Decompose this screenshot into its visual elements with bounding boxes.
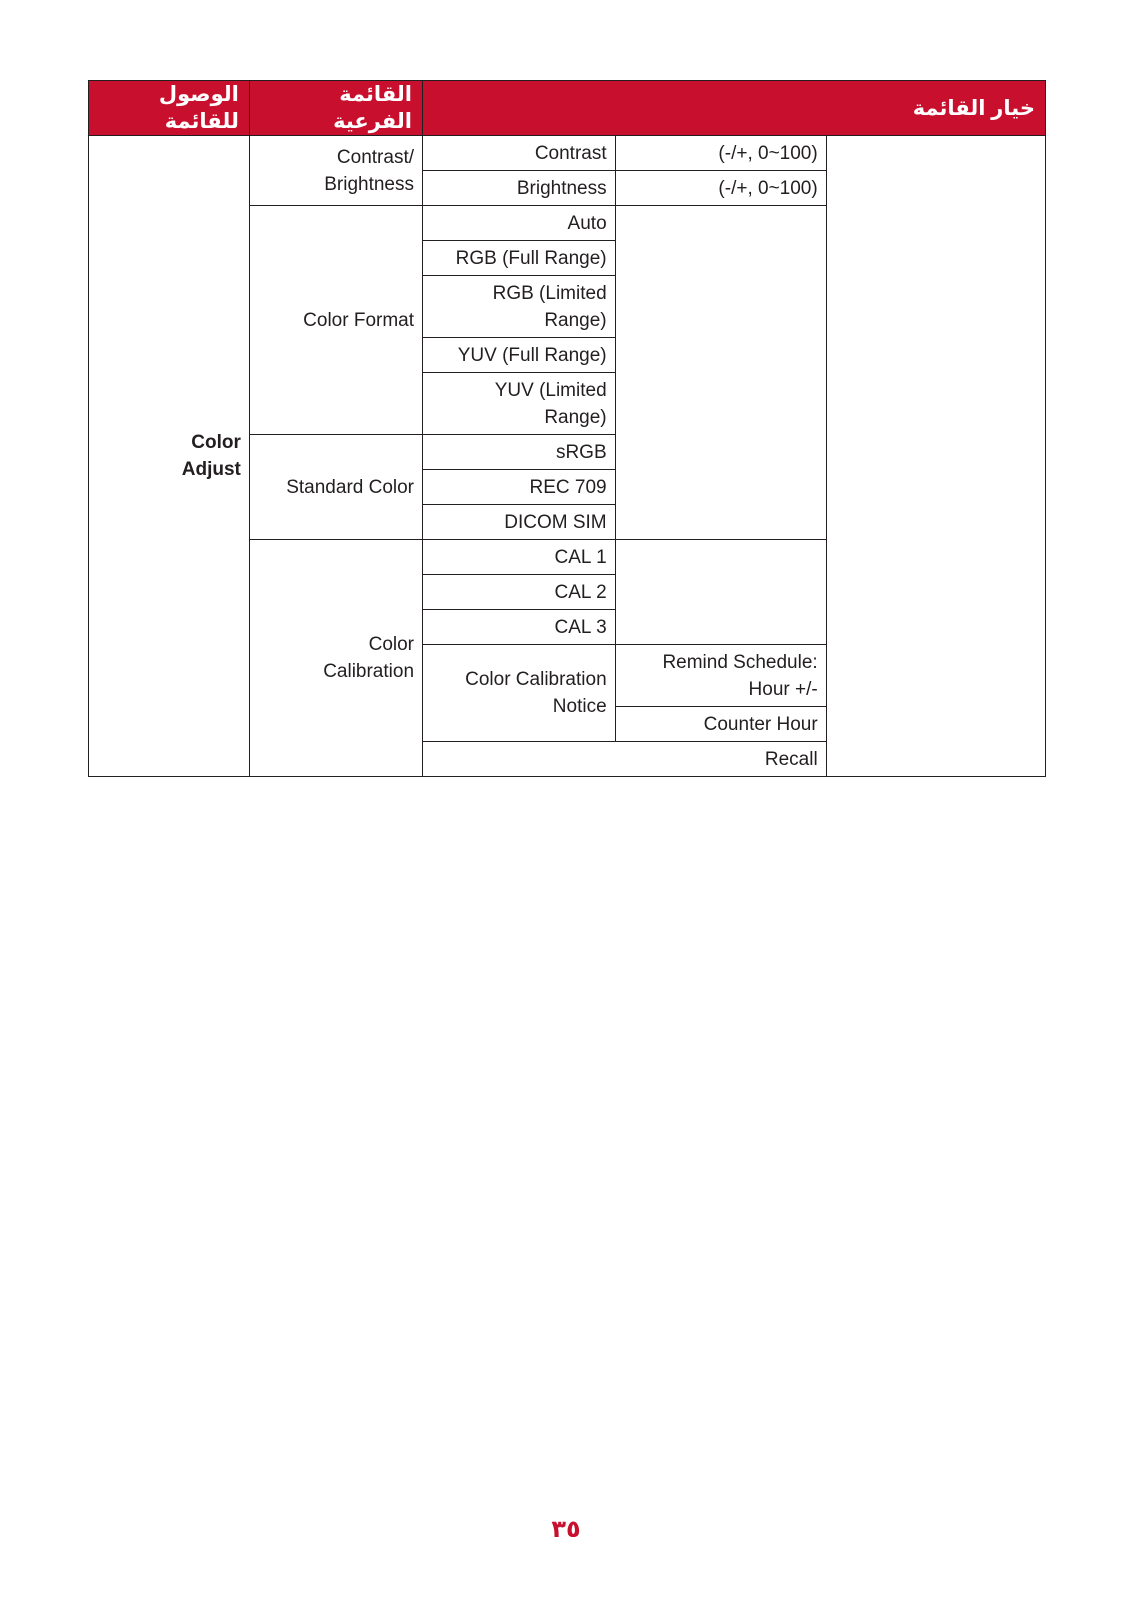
option-rgb-full: RGB (Full Range)	[423, 241, 616, 276]
option-brightness: Brightness	[423, 171, 616, 206]
option-auto: Auto	[423, 206, 616, 241]
option-cal3: CAL 3	[423, 610, 616, 645]
option-calibration-notice: Color Calibration Notice	[423, 645, 616, 742]
menu-table	[88, 80, 1046, 777]
blank-column	[826, 136, 1045, 777]
submenu-contrast-brightness: Contrast/ Brightness	[249, 136, 422, 206]
blank-cell	[615, 206, 826, 540]
option-contrast: Contrast	[423, 136, 616, 171]
header-menu-option: خيار القائمة	[423, 81, 1046, 136]
option-yuv-full: YUV (Full Range)	[423, 338, 616, 373]
option-cal1: CAL 1	[423, 540, 616, 575]
table-header-row	[89, 81, 1046, 136]
submenu-standard-color: Standard Color	[249, 435, 422, 540]
option-rgb-limited: RGB (Limited Range)	[423, 276, 616, 338]
blank-cell	[615, 540, 826, 645]
header-main-menu: الوصول للقائمة	[89, 81, 250, 136]
option-cal2: CAL 2	[423, 575, 616, 610]
option-recall: Recall	[423, 742, 827, 777]
option-srgb: sRGB	[423, 435, 616, 470]
value-contrast: (-/+, 0~100)	[615, 136, 826, 171]
submenu-color-format: Color Format	[249, 206, 422, 435]
value-brightness: (-/+, 0~100)	[615, 171, 826, 206]
header-sub-menu: القائمة الفرعية	[249, 81, 422, 136]
value-counter-hour: Counter Hour	[615, 707, 826, 742]
value-remind-schedule: Remind Schedule: Hour +/-	[615, 645, 826, 707]
option-rec709: REC 709	[423, 470, 616, 505]
main-menu-color-adjust: Color Adjust	[89, 136, 250, 777]
option-dicom-sim: DICOM SIM	[423, 505, 616, 540]
option-yuv-limited: YUV (Limited Range)	[423, 373, 616, 435]
page-number: ٣٥	[551, 1515, 581, 1543]
submenu-color-calibration: Color Calibration	[249, 540, 422, 777]
table-row	[89, 136, 1046, 171]
